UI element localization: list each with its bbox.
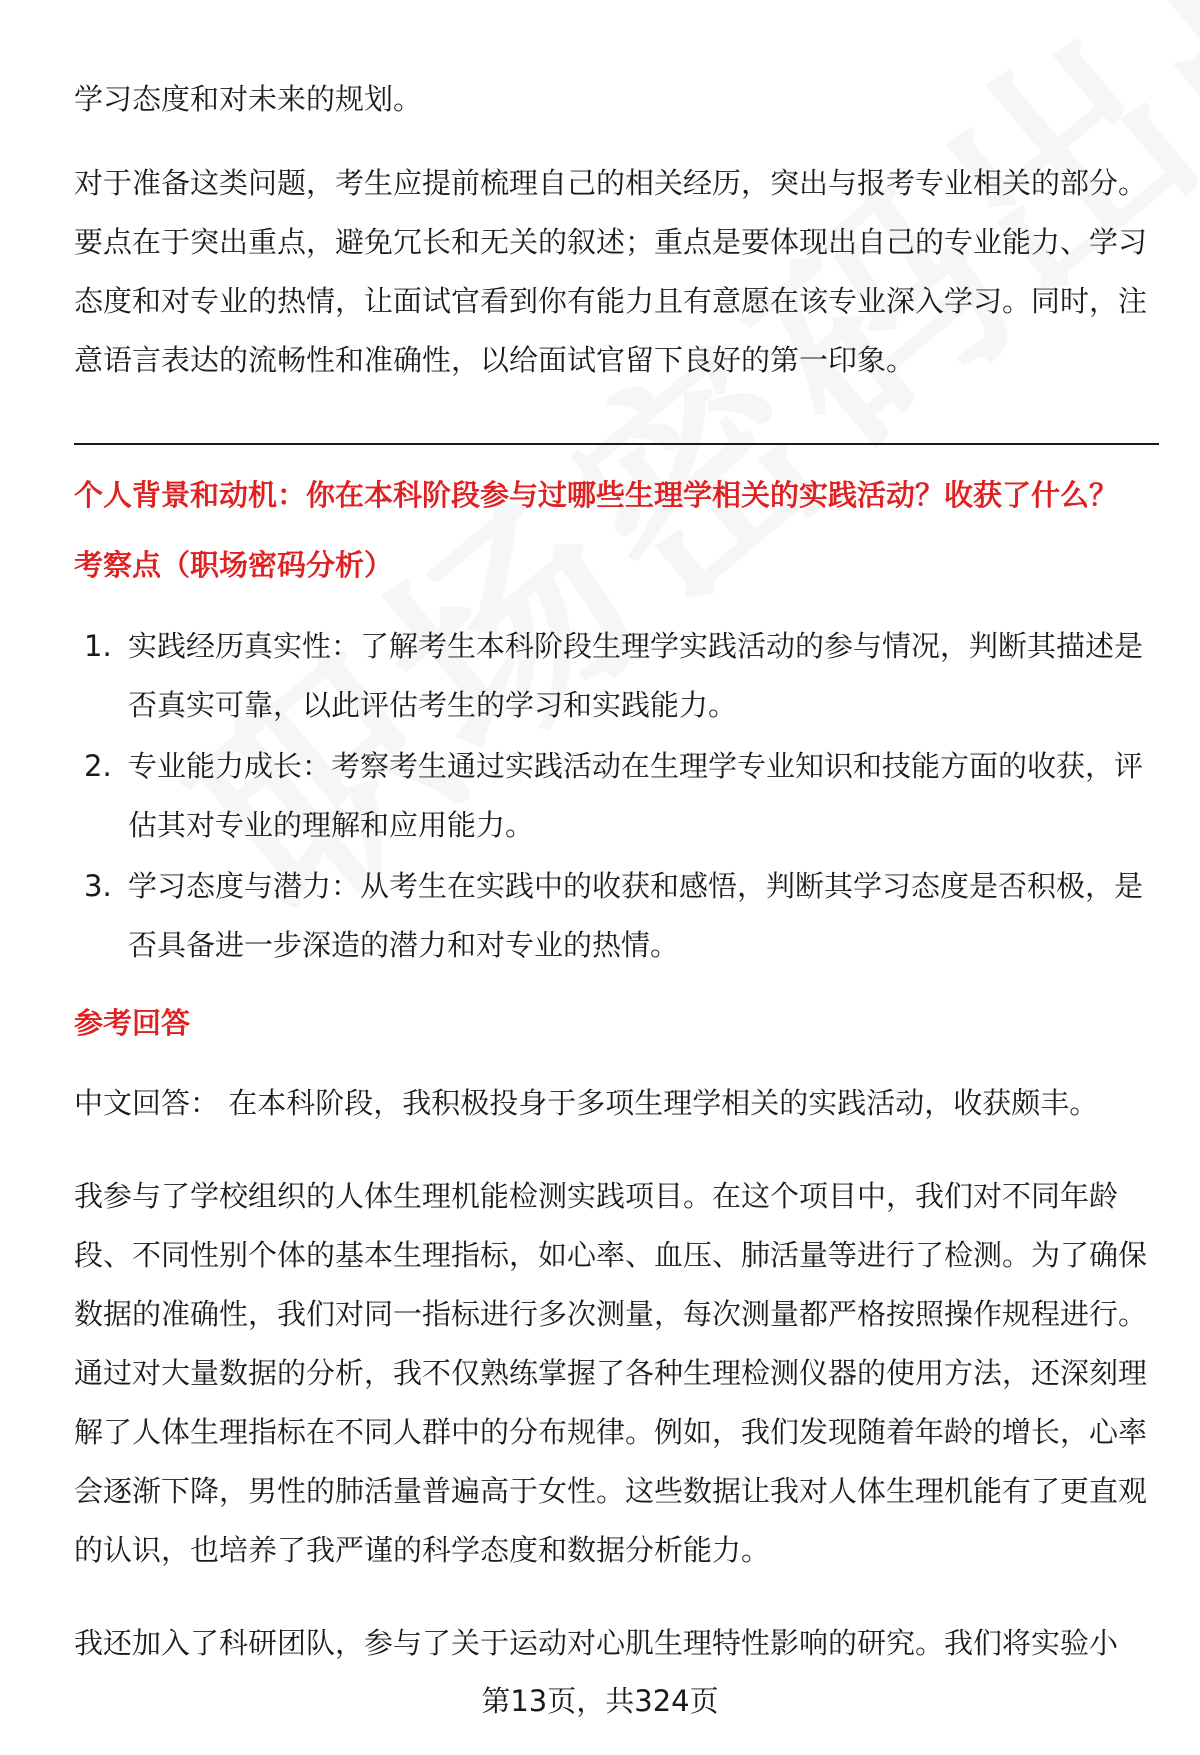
answer-paragraph-research-team: 我还加入了科研团队，参与了关于运动对心肌生理特性影响的研究。我们将实验小 xyxy=(74,1626,1119,1660)
reference-answer-heading: 参考回答 xyxy=(74,1006,191,1040)
page-number-footer: 第13页，共324页 xyxy=(481,1684,719,1718)
list-item-number: 3. xyxy=(84,869,112,903)
list-item-text: 学习态度与潜力：从考生在实践中的收获和感悟，判断其学习态度是否积极，是否具备进一步深造的潜力和对专业的热情。 xyxy=(128,869,1144,962)
list-item-text: 实践经历真实性：了解考生本科阶段生理学实践活动的参与情况，判断其描述是否真实可靠，以此评估考生的学习和实践能力。 xyxy=(128,629,1144,722)
list-item xyxy=(74,857,1159,975)
assessment-points-list xyxy=(74,617,1159,977)
assessment-points-heading: 考察点（职场密码分析） xyxy=(74,548,394,582)
list-item-number: 2. xyxy=(84,749,112,783)
question-heading: 个人背景和动机：你在本科阶段参与过哪些生理学相关的实践活动？收获了什么？ xyxy=(74,478,1119,512)
list-item xyxy=(74,737,1159,855)
section-divider xyxy=(74,443,1159,445)
list-item-number: 1. xyxy=(84,629,112,663)
answer-intro-paragraph: 中文回答： 在本科阶段，我积极投身于多项生理学相关的实践活动，收获颇丰。 xyxy=(74,1086,1099,1120)
list-item-text: 专业能力成长：考察考生通过实践活动在生理学专业知识和技能方面的收获，评估其对专业的理解和应用能力。 xyxy=(128,749,1144,842)
paragraph-continuation: 学习态度和对未来的规划。 xyxy=(74,82,423,116)
list-item xyxy=(74,617,1159,735)
paragraph-preparation-advice: 对于准备这类问题，考生应提前梳理自己的相关经历，突出与报考专业相关的部分。要点在于突出重点，避免冗长和无关的叙述；重点是要体现出自己的专业能力、学习态度和对专业的热情，让面试官看到你有能力且有意愿在该专业深入学习。同时，注意语言表达的流畅性和准确性，以给面试官留下良好的第一印象。 xyxy=(74,166,1148,377)
answer-paragraph-physiology-project: 我参与了学校组织的人体生理机能检测实践项目。在这个项目中，我们对不同年龄段、不同性别个体的基本生理指标，如心率、血压、肺活量等进行了检测。为了确保数据的准确性，我们对同一指标进行多次测量，每次测量都严格按照操作规程进行。通过对大量数据的分析，我不仅熟练掌握了各种生理检测仪器的使用方法，还深刻理解了人体生理指标在不同人群中的分布规律。例如，我们发现随着年龄的增长，心率会逐渐下降，男性的肺活量普遍高于女性。这些数据让我对人体生理机能有了更直观的认识，也培养了我严谨的科学态度和数据分析能力。 xyxy=(74,1179,1148,1567)
